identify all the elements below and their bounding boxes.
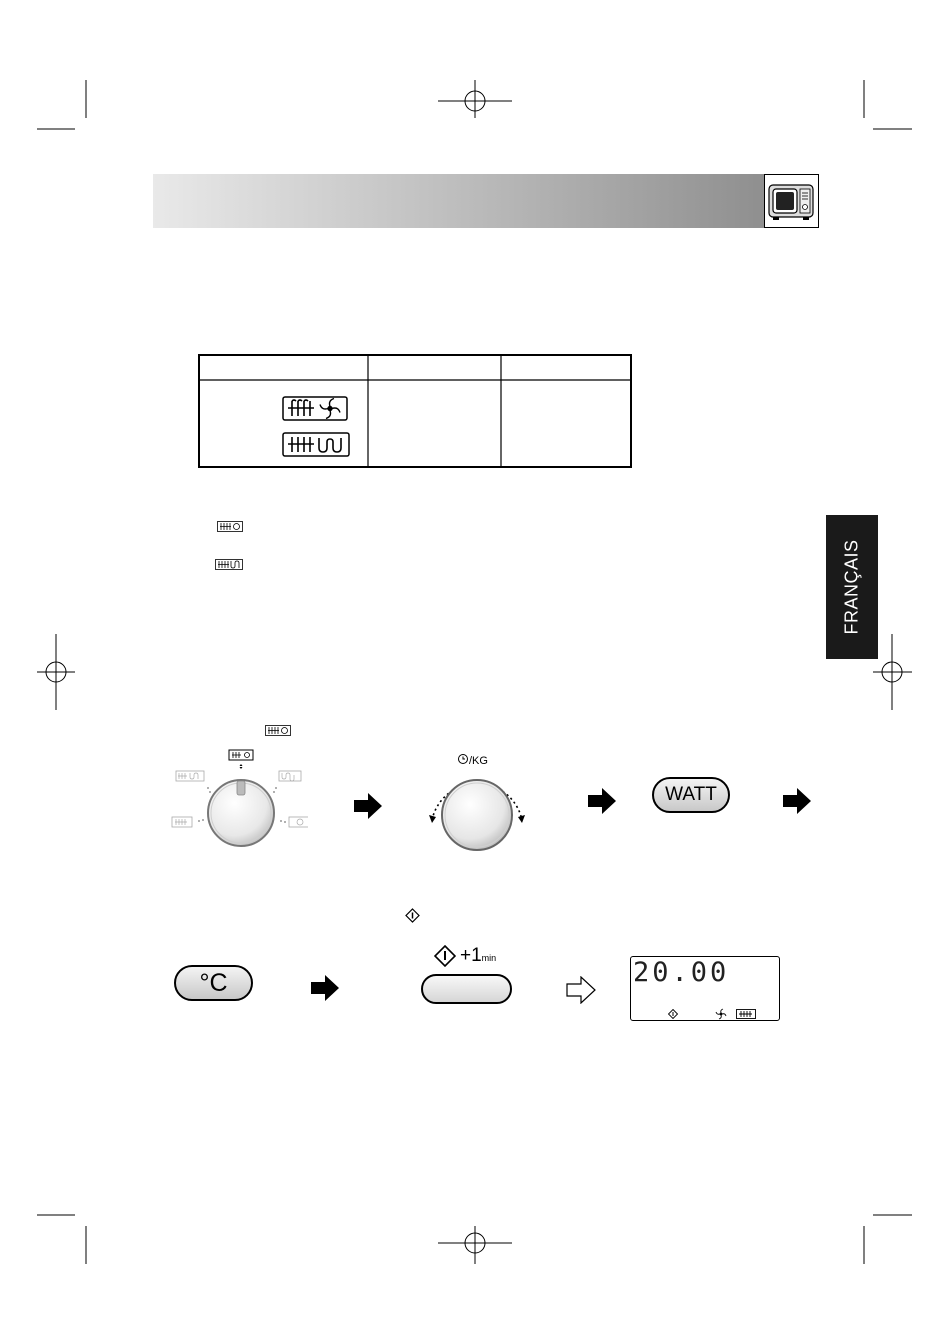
- temperature-button-label: °C: [199, 969, 228, 997]
- start-icon: [405, 908, 420, 923]
- section-header-bar: [153, 174, 764, 228]
- grill-convection-small-icon: [217, 521, 243, 532]
- start-plus-unit: min: [481, 953, 497, 963]
- display-fan-icon: [715, 1008, 727, 1020]
- start-plus-label-group: [460, 945, 496, 967]
- language-label: FRANÇAIS: [841, 539, 862, 635]
- arrow-right-icon-2: [588, 788, 616, 814]
- cooking-mode-table: [198, 354, 632, 468]
- grill-heater-icon: [282, 432, 350, 457]
- mode-selector-dial[interactable]: [168, 745, 308, 855]
- grill-convection-icon: [282, 396, 348, 421]
- temperature-button[interactable]: [174, 965, 253, 1001]
- arrow-right-icon-4: [311, 975, 339, 1001]
- watt-button-label: WATT: [665, 784, 717, 805]
- timer-weight-knob[interactable]: [422, 765, 532, 860]
- display-start-icon: [668, 1009, 678, 1019]
- grill-convection-small-icon-2: [265, 725, 291, 736]
- arrow-right-icon: [354, 793, 382, 819]
- timer-weight-label: /KG: [469, 755, 488, 767]
- start-plus-label: +1: [460, 945, 482, 966]
- display-grill-icon: [736, 1009, 756, 1019]
- language-tab: [826, 515, 878, 659]
- watt-button[interactable]: [652, 777, 730, 813]
- lcd-display: [630, 956, 780, 1021]
- clock-icon: [457, 753, 469, 765]
- microwave-icon: [764, 174, 819, 228]
- grill-heater-small-icon: [215, 559, 243, 570]
- display-time: 20.00: [633, 957, 730, 988]
- arrow-right-icon-3: [783, 788, 811, 814]
- start-button[interactable]: [421, 974, 512, 1004]
- hollow-arrow-right-icon: [566, 976, 596, 1004]
- start-plus-icon: [434, 945, 456, 967]
